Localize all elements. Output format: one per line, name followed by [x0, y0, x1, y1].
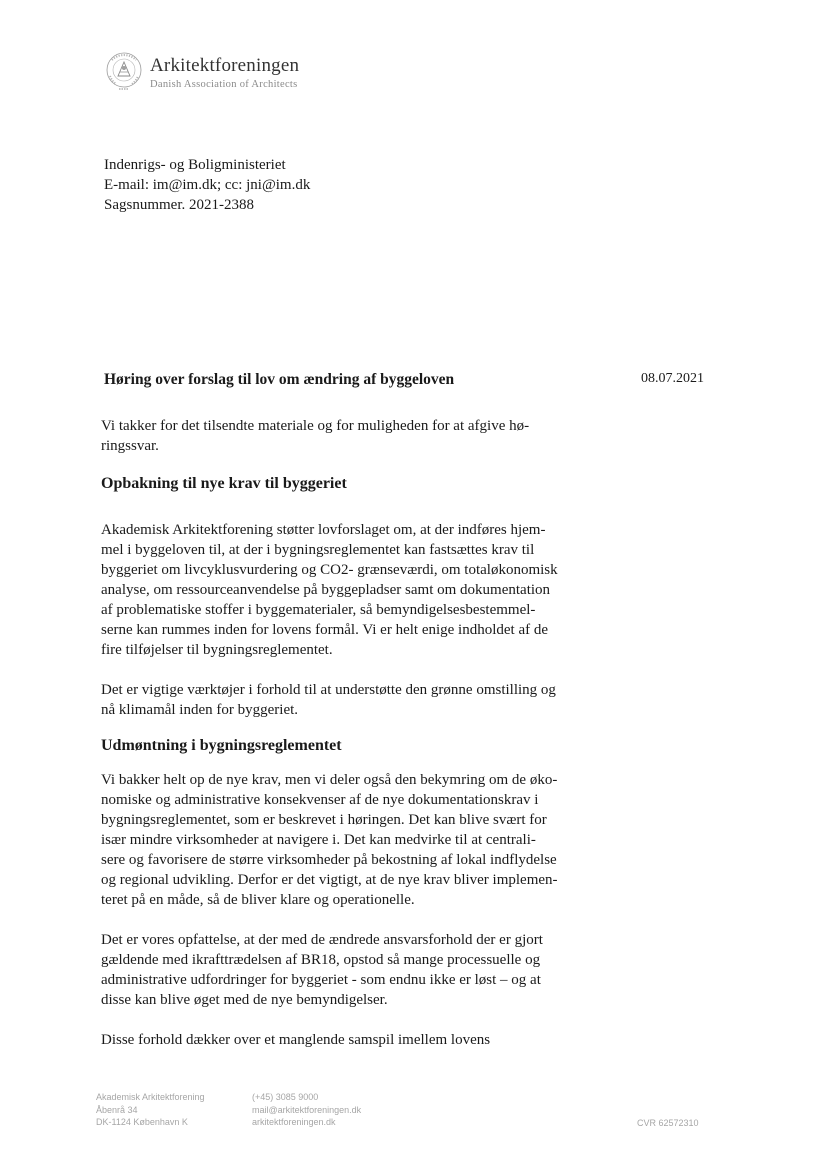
organization-subtitle: Danish Association of Architects: [150, 79, 298, 90]
recipient-block: [104, 155, 310, 215]
text-line: bygningsreglementet, som er beskrevet i høringen. Det kan blive svært for: [101, 812, 547, 828]
text-line: Det er vores opfattelse, at der med de ændrede ansvarsforhold der er gjort: [101, 932, 543, 948]
text-line: administrative udfordringer for byggeriet - som endnu ikke er løst – og at: [101, 972, 541, 988]
text-line: teret på en måde, så de bliver klare og operationelle.: [101, 892, 415, 908]
text-line: Akademisk Arkitektforening støtter lovforslaget om, at der indføres hjem-: [101, 522, 546, 538]
footer-city: DK-1124 København K: [96, 1117, 188, 1127]
text-line: nå klimamål inden for byggeriet.: [101, 702, 299, 718]
footer-website: arkitektforeningen.dk: [252, 1117, 336, 1127]
text-line: Det er vigtige værktøjer i forhold til at understøtte den grønne omstilling og: [101, 682, 556, 698]
text-line: fire tilføjelser til bygningsreglementet.: [101, 642, 333, 658]
paragraph-implementation: [101, 770, 621, 910]
text-line: sere og favorisere de større virksomheder på bekostning af lokal indflydelse: [101, 852, 557, 868]
section-heading-support: Opbakning til nye krav til byggeriet: [101, 475, 347, 492]
footer-phone: (+45) 3085 9000: [252, 1092, 319, 1102]
paragraph-continued: [101, 1030, 621, 1050]
paragraph-tools: [101, 680, 621, 720]
letter-date: 08.07.2021: [641, 371, 704, 386]
text-line: byggeriet om livcyklusvurdering og CO2- grænseværdi, om totaløkonomisk: [101, 562, 558, 578]
footer-cvr: CVR 62572310: [637, 1118, 699, 1128]
text-line: Vi takker for det tilsendte materiale og for muligheden for at afgive hø-: [101, 418, 530, 434]
section-heading-implementation: Udmøntning i bygningsreglementet: [101, 737, 342, 754]
case-number: Sagsnummer. 2021-2388: [104, 197, 254, 213]
footer-org: Akademisk Arkitektforening: [96, 1092, 205, 1102]
footer-contact: [252, 1091, 361, 1129]
letter-body: [101, 416, 621, 1050]
association-seal-logo: [104, 46, 144, 96]
text-line: af problematiske stoffer i byggematerialer, så bemyndigelsesbestemmel-: [101, 602, 536, 618]
letter-title: Høring over forslag til lov om ændring af byggeloven: [104, 371, 455, 388]
recipient-name: Indenrigs- og Boligministeriet: [104, 157, 286, 173]
text-line: disse kan blive øget med de nye bemyndigelser.: [101, 992, 388, 1008]
text-line: Disse forhold dækker over et manglende samspil imellem lovens: [101, 1032, 491, 1048]
text-line: og regional udvikling. Derfor er det vigtigt, at de nye krav bliver implemen-: [101, 872, 558, 888]
paragraph-support: [101, 520, 621, 660]
footer-street: Åbenrå 34: [96, 1104, 138, 1115]
intro-paragraph: [101, 416, 621, 456]
text-line: Vi bakker helt op de nye krav, men vi deler også den bekymring om de øko-: [101, 772, 558, 788]
text-line: serne kan rummes inden for lovens formål. Vi er helt enige indholdet af de: [101, 622, 549, 638]
paragraph-responsibility: [101, 930, 621, 1010]
organization-name: Arkitektforeningen: [150, 55, 300, 76]
text-line: især mindre virksomheder at navigere i. Det kan medvirke til at centrali-: [101, 832, 536, 848]
text-line: mel i byggeloven til, at der i bygningsreglementet kan fastsættes krav til: [101, 542, 535, 558]
text-line: gældende med ikrafttrædelsen af BR18, opstod så mange processuelle og: [101, 952, 541, 968]
footer-email: mail@arkitektforeningen.dk: [252, 1104, 362, 1115]
recipient-email: E-mail: im@im.dk; cc: jni@im.dk: [104, 177, 311, 193]
text-line: nomiske og administrative konsekvenser af de nye dokumentationskrav i: [101, 792, 539, 808]
text-line: analyse, om ressourceanvendelse på byggepladser samt om dokumentation: [101, 582, 551, 598]
footer-address: [96, 1091, 205, 1129]
text-line: ringssvar.: [101, 438, 159, 454]
